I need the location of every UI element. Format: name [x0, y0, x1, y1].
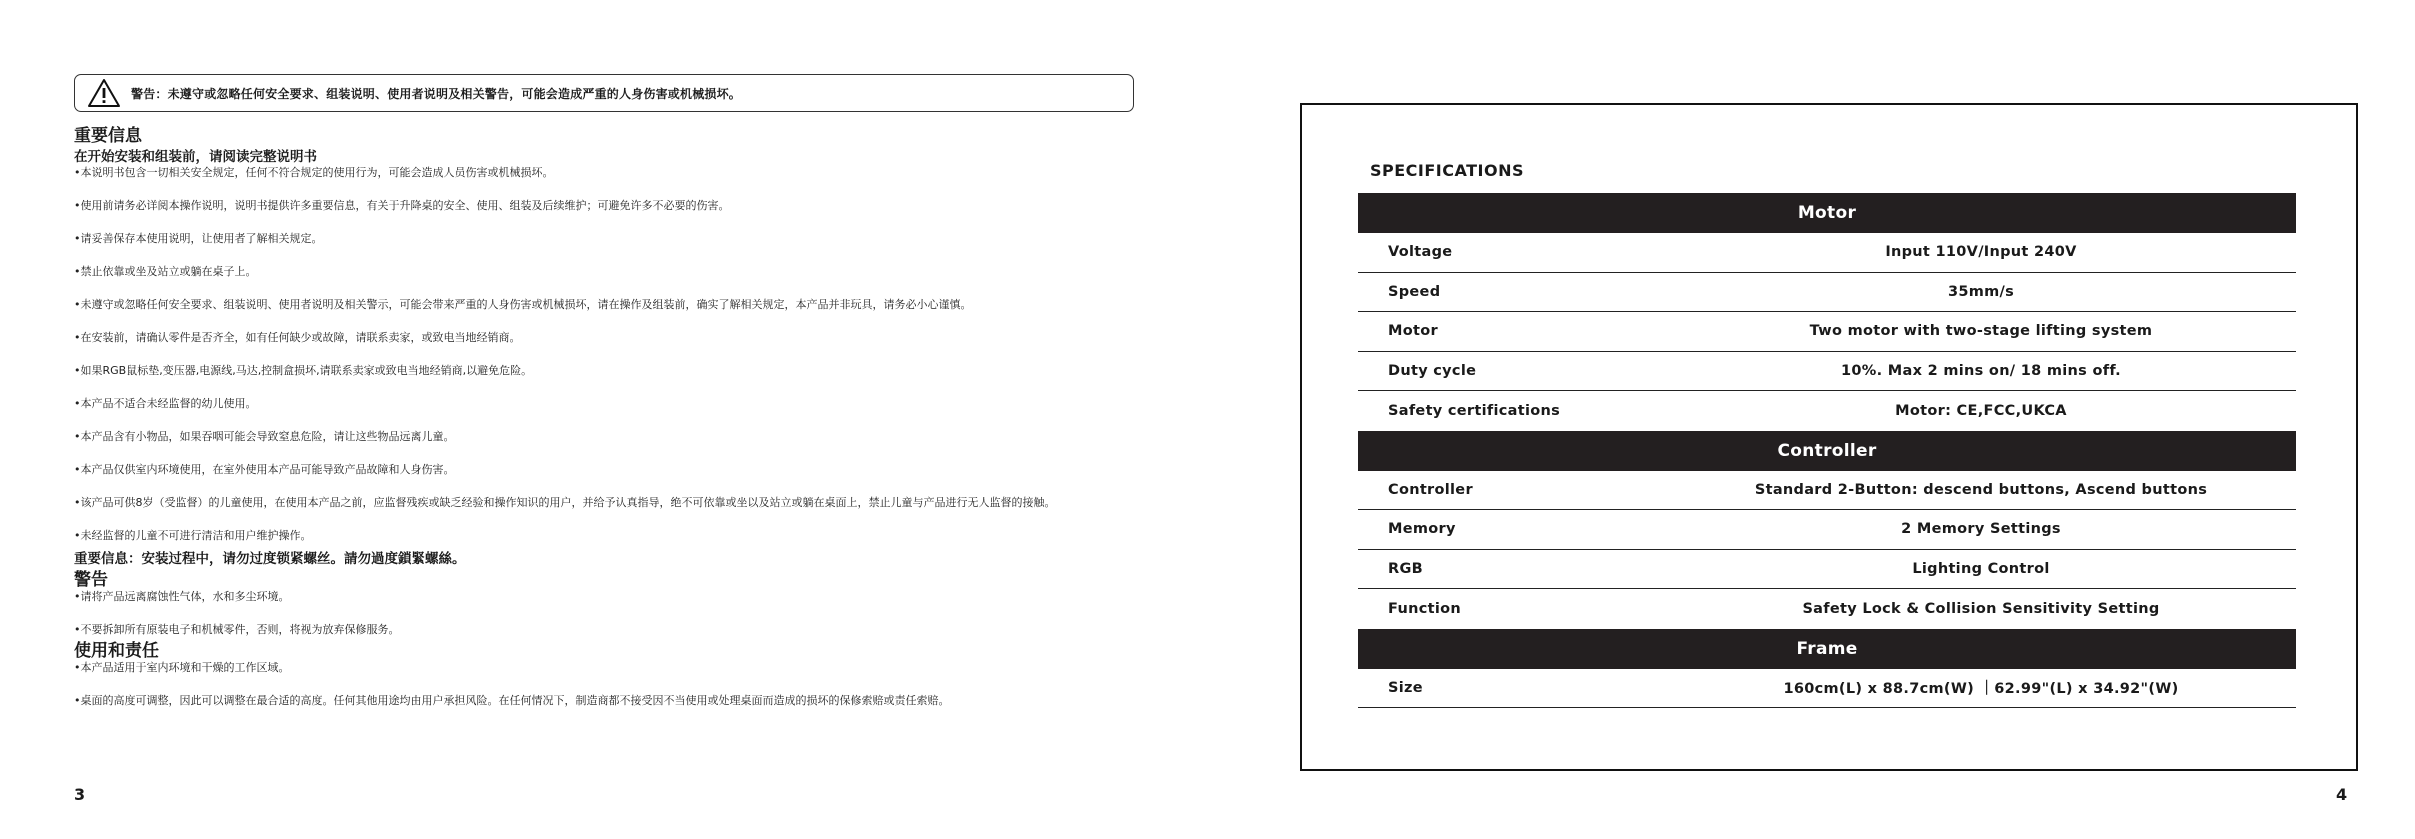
section-header-controller: Controller: [1358, 431, 2296, 471]
list-item: •如果RGB鼠标垫,变压器,电源线,马达,控制盒损坏,请联系卖家或致电当地经销商,以避免危险。: [74, 364, 533, 377]
table-row: [1358, 471, 2296, 511]
spec-key: Function: [1388, 600, 1462, 617]
table-row: [1358, 589, 2296, 629]
specifications-title: SPECIFICATIONS: [1370, 161, 1525, 180]
list-item: •本产品含有小物品，如果吞咽可能会导致窒息危险，请让这些物品远离儿童。: [74, 430, 455, 443]
warning-text: 警告：未遵守或忽略任何安全要求、组装说明、使用者说明及相关警告，可能会造成严重的人身伤害或机械损坏。: [131, 86, 742, 101]
section-header-frame: Frame: [1358, 629, 2296, 669]
table-row: [1358, 273, 2296, 313]
table-row: [1358, 233, 2296, 273]
list-item: •不要拆卸所有原装电子和机械零件，否则，将视为放弃保修服务。: [74, 623, 400, 636]
page-number-left: 3: [74, 785, 86, 804]
list-item: •本产品适用于室内环境和干燥的工作区域。: [74, 661, 290, 674]
spec-value: Lighting Control: [1912, 560, 2050, 577]
list-item: •请妥善保存本使用说明，让使用者了解相关规定。: [74, 232, 323, 245]
table-row: [1358, 510, 2296, 550]
spec-key: Controller: [1388, 481, 1473, 498]
list-item: •请将产品远离腐蚀性气体，水和多尘环境。: [74, 590, 290, 603]
read-manual-heading: 在开始安装和组装前，请阅读完整说明书: [74, 149, 317, 165]
list-item: •本产品仅供室内环境使用，在室外使用本产品可能导致产品故障和人身伤害。: [74, 463, 455, 476]
list-item: •本产品不适合未经监督的幼儿使用。: [74, 397, 257, 410]
warning-banner: [74, 74, 1134, 112]
list-item: •本说明书包含一切相关安全规定，任何不符合规定的使用行为，可能会造成人员伤害或机械损坏。: [74, 166, 554, 179]
spec-value: 10%. Max 2 mins on/ 18 mins off.: [1841, 362, 2121, 379]
spec-value: 35mm/s: [1947, 283, 2015, 300]
spec-key: Duty cycle: [1388, 362, 1477, 379]
list-item: •使用前请务必详阅本操作说明，说明书提供许多重要信息，有关于升降桌的安全、使用、组装及后续维护；可避免许多不必要的伤害。: [74, 199, 730, 212]
table-row: [1358, 352, 2296, 392]
specifications-table: [1358, 193, 2296, 708]
left-page: [74, 74, 1134, 708]
table-row: [1358, 669, 2296, 709]
spec-key: RGB: [1388, 560, 1424, 577]
screw-note: 重要信息：安装过程中，请勿过度锁紧螺丝。請勿過度鎖緊螺絲。: [74, 551, 466, 567]
spec-value: Input 110V/Input 240V: [1885, 244, 2077, 261]
usage-heading: 使用和责任: [74, 641, 159, 661]
table-row: [1358, 312, 2296, 352]
specifications-panel: [1300, 103, 2358, 771]
spec-key: Speed: [1388, 283, 1441, 300]
warning-heading: 警告: [74, 570, 108, 590]
list-item: •该产品可供8岁（受监督）的儿童使用，在使用本产品之前，应监督残疾或缺乏经验和操作知识的用户，并给予认真指导，绝不可依靠或坐以及站立或躺在桌面上，禁止儿童与产品进行无人监督的接触。: [74, 496, 1056, 509]
spec-value: Two motor with two-stage lifting system: [1809, 323, 2153, 340]
spec-key: Safety certifications: [1388, 402, 1561, 419]
page-number-right: 4: [2336, 785, 2348, 804]
warning-triangle-icon: [87, 78, 121, 108]
list-item: •在安装前，请确认零件是否齐全，如有任何缺少或故障，请联系卖家，或致电当地经销商。: [74, 331, 521, 344]
list-item: •未经监督的儿童不可进行清洁和用户维护操作。: [74, 529, 312, 542]
spec-key: Motor: [1388, 323, 1438, 340]
spec-key: Size: [1388, 679, 1423, 696]
spec-value: Safety Lock & Collision Sensitivity Setting: [1802, 600, 2160, 617]
spec-key: Voltage: [1388, 244, 1453, 261]
important-info-heading: 重要信息: [74, 126, 142, 146]
table-row: [1358, 550, 2296, 590]
spec-value: 2 Memory Settings: [1901, 521, 2061, 538]
list-item: •未遵守或忽略任何安全要求、组装说明、使用者说明及相关警示，可能会带来严重的人身伤害或机械损坏，请在操作及组装前，确实了解相关规定，本产品并非玩具，请务必小心谨慎。: [74, 298, 972, 311]
table-row: [1358, 391, 2296, 431]
section-header-motor: Motor: [1358, 193, 2296, 233]
spec-value: 160cm(L) x 88.7cm(W) ｜62.99"(L) x 34.92"(W): [1783, 681, 2179, 698]
spec-value: Standard 2-Button: descend buttons, Ascend buttons: [1754, 481, 2208, 498]
list-item: •禁止依靠或坐及站立或躺在桌子上。: [74, 265, 257, 278]
spec-key: Memory: [1388, 521, 1456, 538]
safety-list: [74, 166, 1134, 543]
spec-value: Motor: CE,FCC,UKCA: [1895, 402, 2067, 419]
list-item: •桌面的高度可调整，因此可以调整在最合适的高度。任何其他用途均由用户承担风险。在任何情况下，制造商都不接受因不当使用或处理桌面而造成的损坏的保修索赔或责任索赔。: [74, 694, 950, 707]
